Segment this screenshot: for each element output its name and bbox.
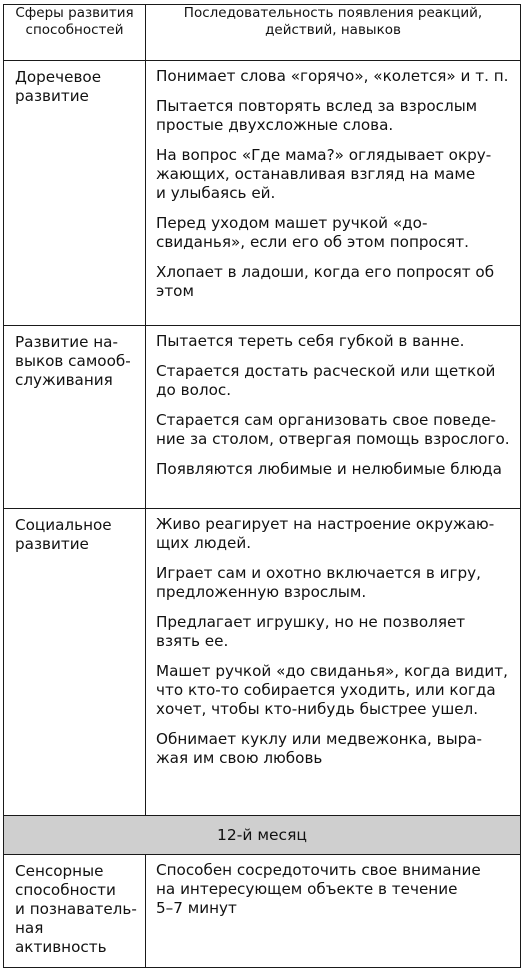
list-item: Играет сам и охотно включается в игру, предложенную взрослым. [156,564,481,601]
list-item: Понимает слова «горячо», «колется» и т. п. [156,67,509,85]
header-areas: Сферы развития способностей [4,5,146,61]
list-item: Появляются любимые и нелюбимые блюда [156,460,502,478]
list-item: Предлагает игрушку, но не позволяет взять ее. [156,613,466,650]
list-item: Перед уходом машет ручкой «до- свиданья», если его об этом попросят. [156,214,469,251]
month-label: 12-й месяц [4,816,521,855]
list-item: Способен сосредоточить свое внимание на интересующем объекте в течение 5–7 минут [156,861,481,917]
header-sequence: Последовательность появления реакций, действий, навыков [146,5,521,61]
table-header-row [4,5,521,61]
list-item: Старается достать расческой или щеткой до волос. [156,362,496,399]
items-cell [146,509,521,816]
area-cell: Доречевое развитие [4,61,146,326]
table-row-social [4,509,521,816]
list-item: На вопрос «Где мама?» оглядывает окру- жающих, останавливая взгляд на маме и улыбаясь ей. [156,146,492,202]
items-cell [146,855,521,968]
list-item: Старается сам организовать свое поведе- ние за столом, отвергая помощь взрослого. [156,411,510,448]
development-table [3,4,521,968]
table-row-selfcare [4,326,521,509]
table-row-prespeech [4,61,521,326]
items-cell [146,61,521,326]
list-item: Хлопает в ладоши, когда его попросят об этом [156,263,495,300]
list-item: Пытается тереть себя губкой в ванне. [156,332,465,350]
month-divider-row [4,816,521,855]
list-item: Пытается повторять вслед за взрослым простые двухсложные слова. [156,97,478,134]
list-item: Машет ручкой «до свиданья», когда видит, что кто-то собирается уходить, или когда хочет, чтобы кто-нибудь быстрее ушел. [156,662,508,718]
list-item: Обнимает куклу или медвежонка, выра- жая им свою любовь [156,730,483,767]
area-cell: Социальное развитие [4,509,146,816]
area-cell: Сенсорные способности и познаватель- ная активность [4,855,146,968]
items-cell [146,326,521,509]
list-item: Живо реагирует на настроение окружаю- щих людей. [156,515,495,552]
area-cell: Развитие на- выков самооб- служивания [4,326,146,509]
table-row-sensory [4,855,521,968]
